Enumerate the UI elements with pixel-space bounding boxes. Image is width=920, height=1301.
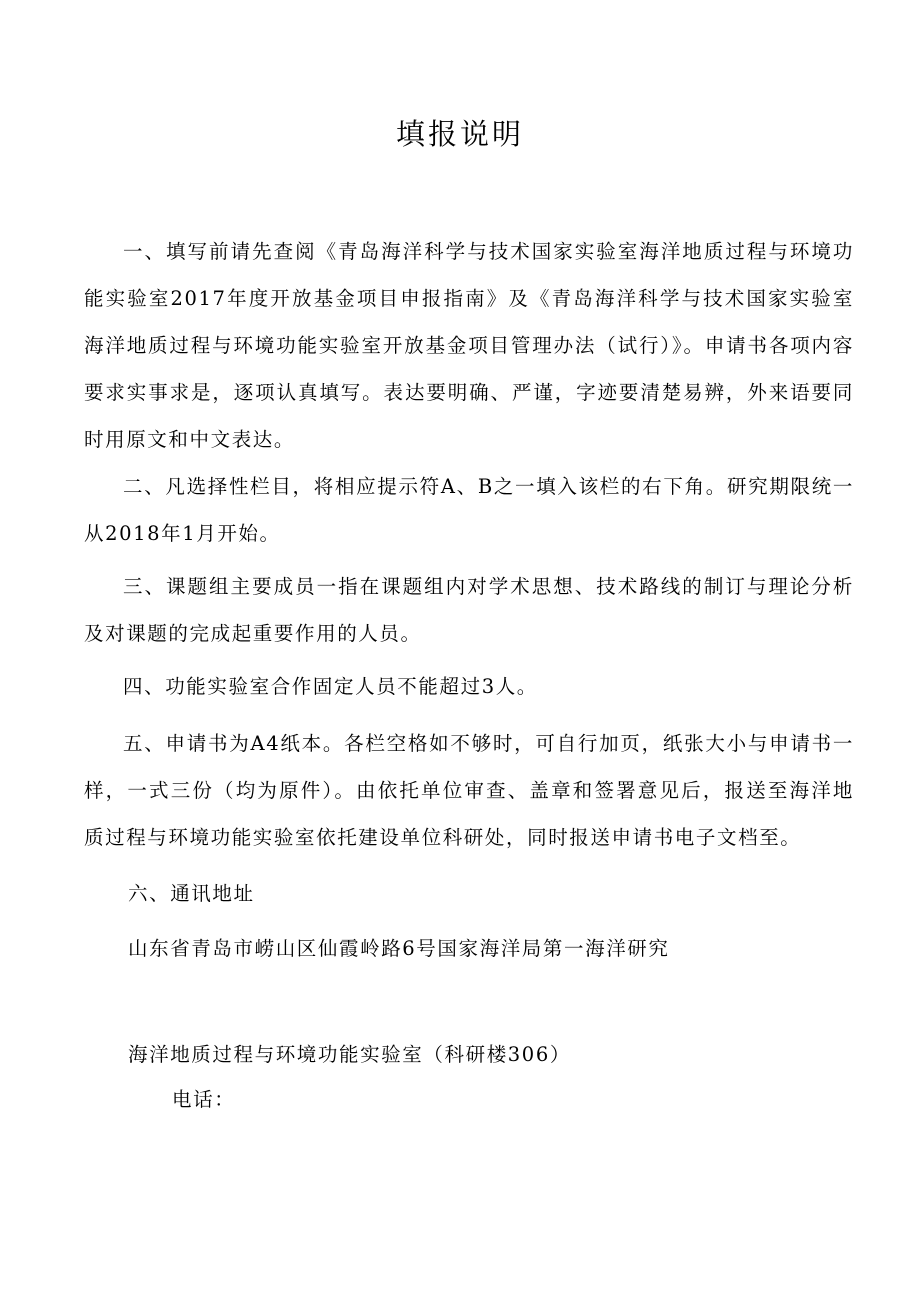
section-4-paragraph: 四、功能实验室合作固定人员不能超过3人。 [123, 675, 538, 698]
phone-label: 电话： [172, 1088, 236, 1111]
section-3-paragraph: 三、课题组主要成员一指在课题组内对学术思想、技术路线的制订与理论分析及对课题的完成起重要作用的人员。 [84, 575, 854, 645]
document-title: 填报说明 [395, 117, 524, 151]
address-line-2: 海洋地质过程与环境功能实验室（科研楼306） [128, 1043, 571, 1066]
address-line-1: 山东省青岛市崂山区仙霞岭路6号国家海洋局第一海洋研究 [128, 937, 670, 960]
section-5-paragraph: 五、申请书为A4纸本。各栏空格如不够时，可自行加页，纸张大小与申请书一样，一式三份（均为原件）。由依托单位审查、盖章和签署意见后，报送至海洋地质过程与环境功能实验室依托建设单位科研处，同时报送申请书电子文档至。 [84, 732, 854, 849]
section-1-paragraph: 一、填写前请先查阅《青岛海洋科学与技术国家实验室海洋地质过程与环境功能实验室2017年度开放基金项目申报指南》及《青岛海洋科学与技术国家实验室海洋地质过程与环境功能实验室开放基金项目管理办法（试行）》。申请书各项内容要求实事求是，逐项认真填写。表达要明确、严谨，字迹要清楚易辨，外来语要同时用原文和中文表达。 [84, 240, 854, 451]
contact-heading: 六、通讯地址 [128, 882, 255, 905]
section-2-paragraph: 二、凡选择性栏目，将相应提示符A、B之一填入该栏的右下角。研究期限统一从2018年1月开始。 [84, 475, 854, 545]
